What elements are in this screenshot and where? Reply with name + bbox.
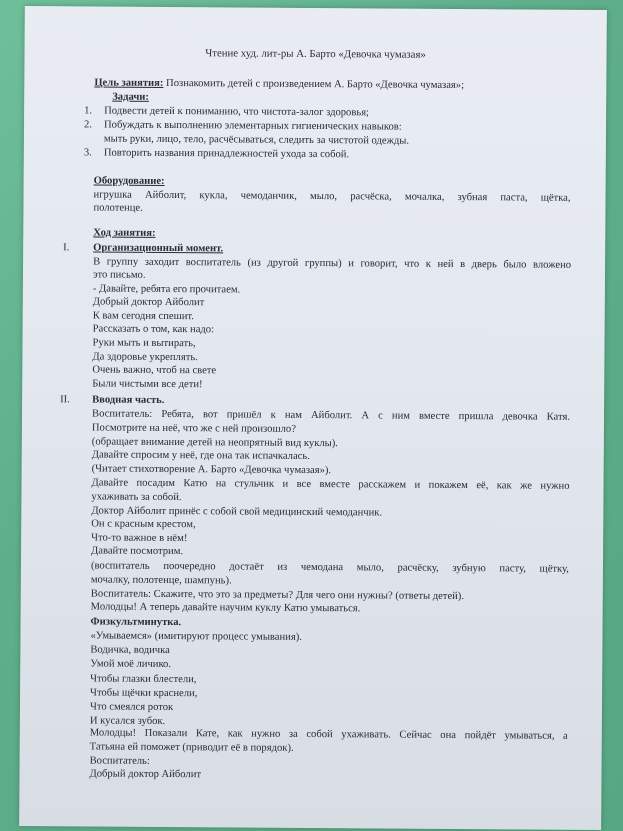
section2-line: мочалку, полотенце, шампунь). — [90, 574, 232, 587]
task-text: Подвести детей к пониманию, что чистота-залог здоровья; — [104, 105, 370, 119]
section1-heading: Организационный момент. — [93, 242, 224, 255]
poem-line: Чтобы глазки блестели, — [90, 673, 197, 685]
course-heading: Ход занятия: — [93, 227, 156, 239]
section2-line: Молодцы! А теперь давайте научим куклу Катю умываться. — [90, 601, 361, 615]
task-text: Повторить названия принадлежностей ухода за собой. — [103, 147, 350, 161]
section2-line: ухаживать за собой. — [91, 491, 182, 504]
section1-line: это письмо. — [92, 269, 146, 281]
poem-line: Что смеялся роток — [89, 701, 174, 714]
poem-line: «Умываемся» (имитируют процесс умывания). — [90, 630, 302, 643]
poem-line: Умой моё личико. — [90, 658, 172, 671]
task-number: 3. — [83, 147, 92, 159]
section2-line: Воспитатель: — [89, 755, 150, 767]
section2-line: (обращает внимание детей на неопрятный вид куклы). — [91, 436, 339, 449]
section2-line: Он с красным крестом, — [91, 518, 196, 531]
physminute-heading: Физкультминутка. — [90, 616, 182, 629]
section1-line: Рассказать о том, как надо: — [92, 323, 215, 336]
section2-line: Татьяна ей поможет (приводит её в порядок). — [89, 741, 294, 754]
task-text: мыть руки, лицо, тело, расчёсываться, следить за чистотой одежды. — [103, 133, 410, 147]
equipment-line-1: игрушка Айболит, кукла, чемоданчик, мыло, расчёска, мочалка, зубная паста, щётка, — [93, 189, 571, 204]
section1-line: Да здоровье укреплять. — [92, 351, 198, 363]
task-number: 1. — [84, 105, 93, 117]
section2-line: Добрый доктор Айболит — [89, 768, 202, 781]
section1-line: Очень важно, чтоб на свете — [92, 364, 217, 377]
section1-line: - Давайте, ребята его прочитаем. — [92, 283, 241, 296]
section2-line: Давайте посмотрим. — [91, 545, 184, 558]
section2-line: Посмотрите на неё, что же с ней произошло? — [91, 422, 296, 435]
section1-line-justified: В группу заходит воспитатель (из другой группы) и говорит, что к ней в дверь было вложено — [93, 256, 572, 271]
goal-text: Познакомить детей с произведением А. Барто «Девочка чумазая»; — [163, 77, 465, 92]
section2-line: Давайте спросим у неё, где она так испачкалась. — [91, 449, 310, 463]
section2-line: Воспитатель: Скажите, что это за предметы? Для чего они нужны? (ответы детей). — [90, 588, 465, 602]
section2-heading: Вводная часть. — [92, 394, 165, 406]
document-title: Чтение худ. лит-ры А. Барто «Девочка чумазая» — [205, 47, 426, 61]
section2-block2-justified: Давайте посадим Катю на стульчик и все вместе расскажем и покажем её, как же нужно — [91, 477, 570, 492]
poem-line: Чтобы щёчки краснели, — [90, 687, 198, 699]
section1-line: Добрый доктор Айболит — [92, 296, 205, 309]
section2-end-justified: Молодцы! Показали Кате, как нужно за собой ухаживать. Сейчас она пойдёт умываться, а — [89, 727, 568, 742]
section1-line: К вам сегодня спешит. — [92, 310, 194, 322]
tasks-heading: Задачи: — [112, 91, 150, 103]
document-page — [19, 6, 607, 830]
poem-line: Водичка, водичка — [90, 644, 170, 657]
section2-block1-justified: Воспитатель: Ребята, вот пришёл к нам Айболит. А с ним вместе пришла девочка Катя. — [91, 408, 571, 423]
section2-line: (Читает стихотворение А. Барто «Девочка чумазая»). — [91, 463, 332, 476]
equipment-heading: Оборудование: — [93, 175, 165, 187]
task-text: Побуждать к выполнению элементарных гигиенических навыков: — [104, 119, 402, 133]
section1-line: Руки мыть и вытирать, — [92, 337, 196, 350]
poem-line: И кусался зубок. — [89, 715, 166, 728]
section2-block3-justified: (воспитатель поочередно достаёт из чемодана мыло, расчёску, зубную пасту, щётку, — [90, 560, 569, 575]
section1-line: Были чистыми все дети! — [92, 378, 203, 391]
task-number: 2. — [84, 119, 93, 131]
section1-number: I. — [63, 242, 70, 254]
equipment-line-2: полотенце. — [93, 202, 143, 214]
section2-line: Доктор Айболит принёс с собой свой медицинский чемоданчик. — [91, 505, 383, 519]
goal-line — [94, 76, 464, 92]
section2-number: II. — [60, 394, 70, 406]
section2-line: Что-то важное в нём! — [91, 532, 188, 544]
goal-label: Цель занятия: — [94, 77, 164, 89]
